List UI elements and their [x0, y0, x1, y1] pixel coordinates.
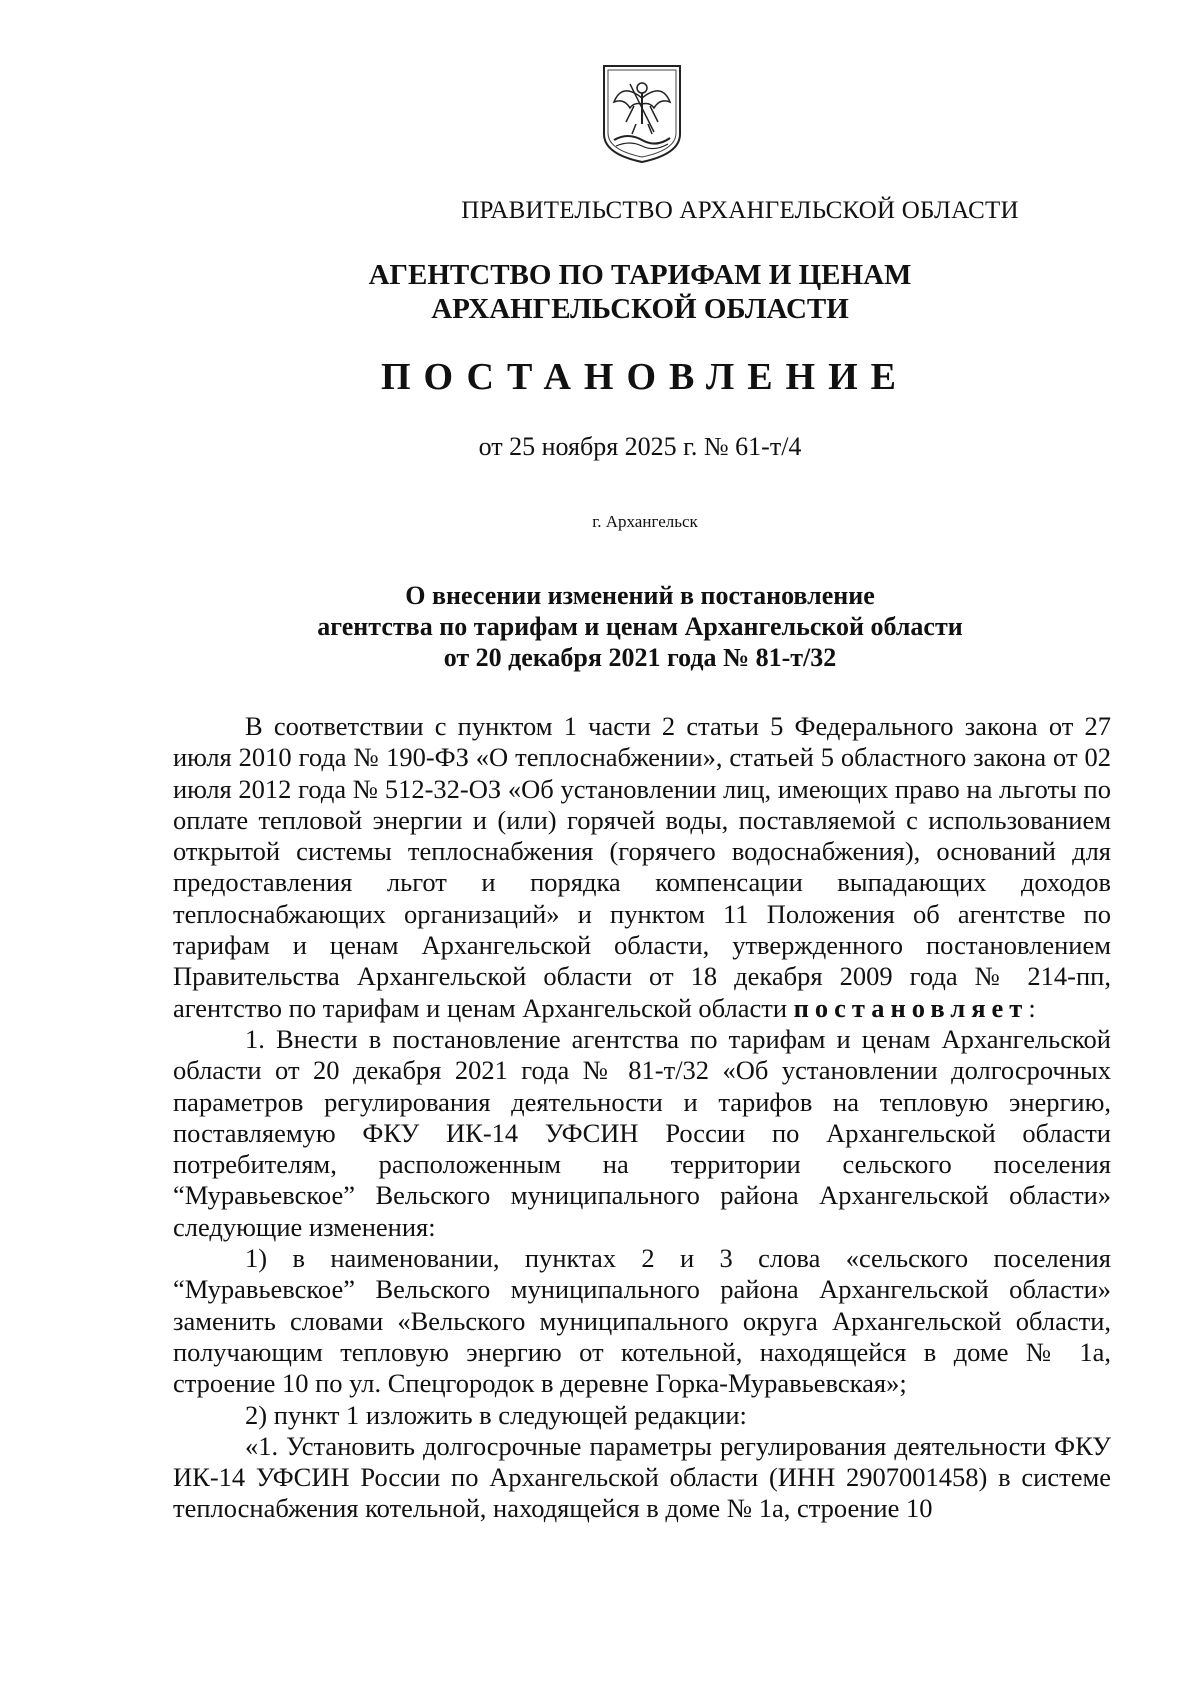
quoted-paragraph: «1. Установить долгосрочные параметры регулирования деятельности ФКУ ИК-14 УФСИН России по Архангельской области (ИНН 2907001458) в системе теплоснабжения котельной, находящейся в доме № 1а, строение 10: [173, 1430, 1111, 1524]
preamble-colon: :: [1028, 992, 1036, 1023]
item-1-paragraph: 1. Внести в постановление агентства по тарифам и ценам Архангельской области от 20 декабря 2021 года № 81-т/32 «Об установлении долгосрочных параметров регулирования деятельности и тарифов на тепловую энергию, поставляемую ФКУ ИК-14 УФСИН России по Архангельской области потребителям, расположенным на территории сельского поселения “Муравьевское” Вельского муниципального района Архангельской области» следующие изменения:: [173, 1023, 1111, 1242]
agency-name: [90, 258, 1190, 326]
subject-line3: от 20 декабря 2021 года № 81-т/32: [443, 643, 837, 672]
item-1-1-paragraph: 1) в наименовании, пунктах 2 и 3 слова «сельского поселения “Муравьевское” Вельского муниципального района Архангельской области» заменить словами «Вельского муниципального округа Архангельской области, получающим тепловую энергию от котельной, находящейся в доме № 1а, строение 10 по ул. Спецгородок в деревне Горка-Муравьевская»;: [173, 1243, 1111, 1399]
preamble-paragraph: [173, 711, 1111, 1024]
resolves-word: постановляет: [793, 992, 1029, 1023]
document-date-number: от 25 ноября 2025 г. № 61-т/4: [478, 432, 802, 461]
agency-name-line2: АРХАНГЕЛЬСКОЙ ОБЛАСТИ: [431, 293, 849, 325]
preamble-text: В соответствии с пунктом 1 части 2 статьи 5 Федерального закона от 27 июля 2010 года № 190-ФЗ «О теплоснабжении», статьей 5 областного закона от 02 июля 2012 года № 512-32-ОЗ «Об установлении лиц, имеющих право на льготы по оплате тепловой энергии и (или) горячей воды, поставляемой с использованием открытой системы теплоснабжения (горячего водоснабжения), оснований для предоставления льгот и порядка компенсации выпадающих доходов теплоснабжающих организаций» и пунктом 11 Положения об агентстве по тарифам и ценам Архангельской области, утвержденного постановлением Правительства Архангельской области от 18 декабря 2009 года № 214-пп, агентство по тарифам и ценам Архангельской области: [173, 711, 1111, 1023]
item-1-2-paragraph: 2) пункт 1 изложить в следующей редакции:: [245, 1399, 747, 1430]
document-city: г. Архангельск: [592, 512, 698, 531]
document-type-title: ПОСТАНОВЛЕНИЕ: [380, 356, 910, 398]
government-name: ПРАВИТЕЛЬСТВО АРХАНГЕЛЬСКОЙ ОБЛАСТИ: [461, 197, 1019, 224]
subject-line1: О внесении изменений в постановление: [405, 581, 875, 610]
coat-of-arms-icon: [600, 62, 684, 166]
subject-line2: агентства по тарифам и ценам Архангельской области: [317, 612, 963, 641]
agency-name-line1: АГЕНТСТВО ПО ТАРИФАМ И ЦЕНАМ: [368, 259, 912, 291]
document-subject: [90, 580, 1190, 673]
document-body: [173, 711, 1111, 1525]
